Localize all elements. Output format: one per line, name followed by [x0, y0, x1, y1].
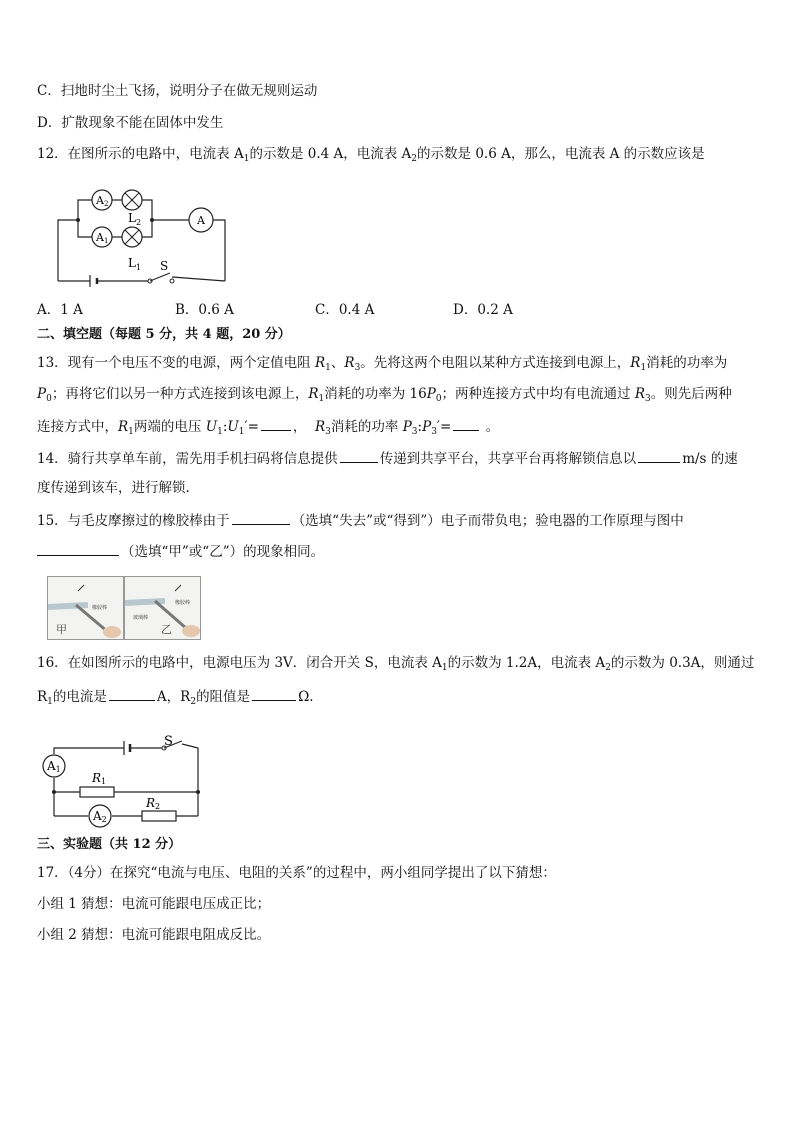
- q16-meter-a1: A1: [47, 759, 61, 774]
- q11-option-c: C．扫地时尘土飞扬，说明分子在做无规则运动: [37, 83, 318, 99]
- q13-line-2: $P_0$；再将它们以另一种方式连接到该电源上，$R_1$消耗的功率为 $16P_0$；两种连接方式中均有电流通过 $R_3$。则先后两种: [37, 386, 732, 404]
- q16-line-2: $R_1$的电流是 A，$R_2$的阻值是 Ω.: [37, 686, 314, 711]
- q13-line-1: 13．现有一个电压不变的电源，两个定值电阻 $R_1$、$R_3$。先将这两个电阻以某种方式连接到电源上，$R_1$消耗的功率为: [37, 355, 728, 373]
- q15-figure-yi: [124, 576, 201, 640]
- q15-fig-jia-label: 甲: [56, 623, 67, 636]
- q16-r1-label: R1: [92, 771, 107, 786]
- q17-line-3: 小组 2 猜想：电流可能跟电阻成反比。: [37, 927, 271, 943]
- q14-blank-1[interactable]: [340, 448, 378, 463]
- q16-r2-label: R2: [146, 796, 161, 811]
- q12-lamp-l1-label: $L_1$: [128, 256, 142, 272]
- q16-circuit-diagram: [40, 734, 210, 828]
- q14-blank-2[interactable]: [638, 448, 680, 463]
- q15-figure-jia: [47, 576, 124, 640]
- q15-fig-jia-tag: 橡胶棒: [92, 605, 108, 611]
- q16-switch-label: S: [164, 734, 173, 749]
- q16-blank-1[interactable]: [109, 686, 155, 701]
- q13-line-3: 连接方式中，$R_1$两端的电压 $U_1:U_1'=$ ， $R_3$消耗的功率 $P_3:P_3'=$ 。: [37, 416, 499, 441]
- q16-meter-a2: A2: [93, 809, 107, 824]
- q16-blank-2[interactable]: [252, 686, 296, 701]
- q15-line-1: 15．与毛皮摩擦过的橡胶棒由于 （选填“失去”或“得到”）电子而带负电；验电器的工作原理与图中: [37, 510, 684, 530]
- section-3-heading: 三、实验题（共 12 分）: [37, 837, 182, 852]
- q15-fig-yi-label: 乙: [161, 623, 172, 636]
- q16-line-1: 16．在如图所示的电路中，电源电压为 3V．闭合开关 S，电流表 $A_1$的示数为 1.2A，电流表 $A_2$的示数为 0.3A，则通过: [37, 655, 755, 673]
- section-2-heading: 二、填空题（每题 5 分，共 4 题，20 分）: [37, 327, 291, 342]
- q15-blank-1[interactable]: [232, 510, 290, 525]
- q12-option-c: C．0.4 A: [315, 302, 375, 318]
- q17-line-1: 17．（4分）在探究“电流与电压、电阻的关系”的过程中，两小组同学提出了以下猜想：: [37, 865, 556, 881]
- q15-fig-yi-tag2: 玻璃棒: [133, 615, 149, 621]
- q12-option-a: A．1 A: [37, 302, 83, 318]
- q17-line-2: 小组 1 猜想：电流可能跟电压成正比；: [37, 896, 271, 912]
- q15-fig-yi-tag1: 橡胶棒: [175, 600, 191, 606]
- q15-blank-2[interactable]: [37, 541, 119, 556]
- q12-meter-a1: A1: [96, 231, 109, 245]
- q11-option-d: D．扩散现象不能在固体中发生: [37, 115, 224, 131]
- q14-line-2: 度传递到该车，进行解锁.: [37, 480, 190, 496]
- q12-meter-a2: A2: [96, 194, 109, 208]
- q13-blank-1[interactable]: [261, 416, 291, 431]
- q12-option-d: D．0.2 A: [453, 302, 513, 318]
- q12-stem: 12．在图所示的电路中，电流表 $A_1$的示数是 0.4 A，电流表 $A_2$的示数是 0.6 A，那么，电流表 A 的示数应该是: [37, 146, 705, 164]
- q15-line-2: （选填“甲”或“乙”）的现象相同。: [37, 541, 324, 561]
- q12-circuit-diagram: [50, 180, 235, 290]
- q12-switch-label: S: [160, 259, 169, 273]
- q12-meter-a: A: [197, 214, 205, 227]
- q14-line-1: 14．骑行共享单车前，需先用手机扫码将信息提供 传递到共享平台，共享平台再将解锁信息以 m/s 的速: [37, 448, 738, 468]
- q12-lamp-l2-label: $L_2$: [128, 211, 142, 227]
- q13-blank-2[interactable]: [453, 416, 479, 431]
- q12-option-b: B．0.6 A: [175, 302, 234, 318]
